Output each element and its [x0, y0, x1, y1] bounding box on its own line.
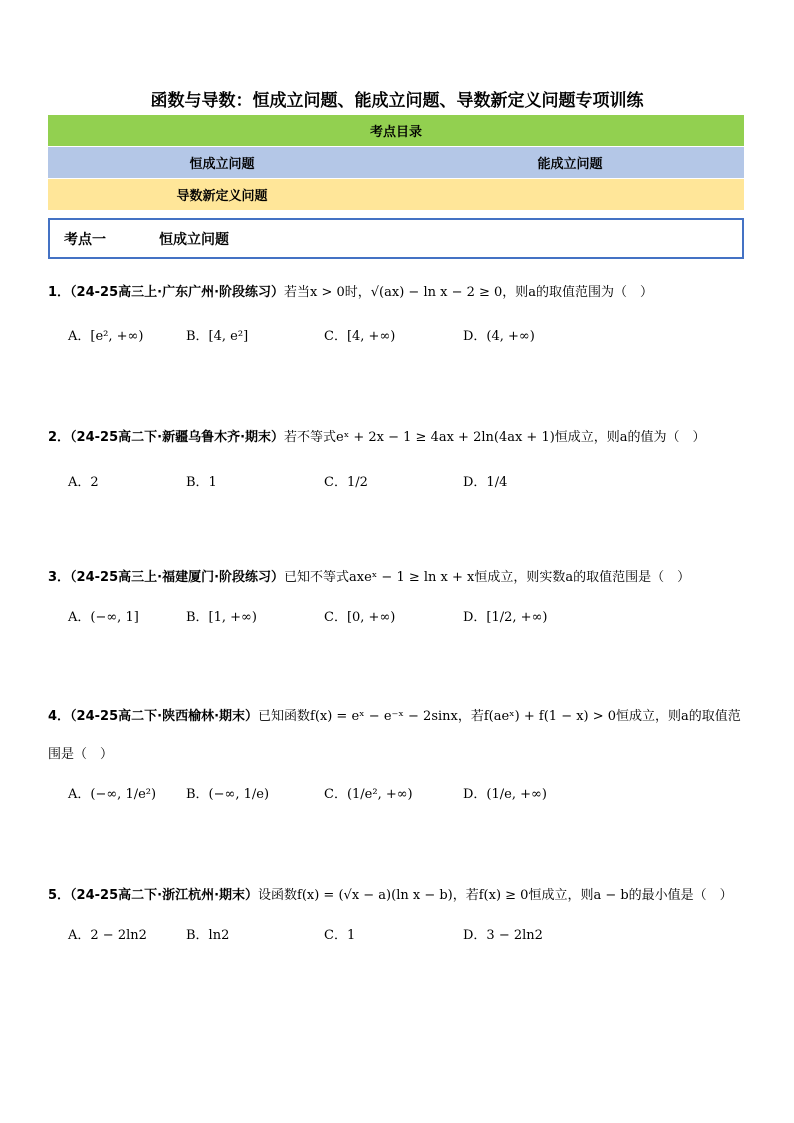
question-stem: 若当x > 0时，√(ax) − ln x − 2 ≥ 0，则a的取值范围为（ ）: [284, 285, 654, 300]
toc-table: [48, 115, 744, 211]
question-4: [48, 707, 748, 727]
toc-item-2[interactable]: 能成立问题: [537, 157, 603, 172]
option-c[interactable]: C．(1/e², +∞): [324, 786, 413, 802]
question-stem: 已知函数f(x) = eˣ − e⁻ˣ − 2sinx，若f(aeˣ) + f(1 − x) > 0恒成立，则a的取值范: [258, 709, 741, 724]
question-source: （24-25高二下·陕西榆林·期末）: [70, 709, 259, 724]
option-d[interactable]: D．(4, +∞): [463, 328, 535, 344]
option-d[interactable]: D．[1/2, +∞): [463, 609, 548, 625]
option-a[interactable]: A．(−∞, 1]: [68, 609, 139, 625]
question-source: （24-25高三上·广东广州·阶段练习）: [70, 285, 285, 300]
option-d[interactable]: D．(1/e, +∞): [463, 786, 547, 802]
option-b[interactable]: B．ln2: [186, 927, 230, 943]
toc-row-2: [48, 179, 744, 211]
option-a[interactable]: A．2 − 2ln2: [68, 927, 147, 943]
option-d[interactable]: D．3 − 2ln2: [463, 927, 543, 943]
option-c[interactable]: C．[0, +∞): [324, 609, 396, 625]
question-stem: 若不等式eˣ + 2x − 1 ≥ 4ax + 2ln(4ax + 1)恒成立，则a的值为（ ）: [284, 430, 706, 445]
toc-row-1: [48, 147, 744, 179]
options-4: [68, 775, 748, 809]
toc-header-label: 考点目录: [369, 125, 422, 140]
question-2: [48, 428, 748, 448]
section-name: 恒成立问题: [159, 231, 229, 248]
question-stem: 设函数f(x) = (√x − a)(ln x − b)，若f(x) ≥ 0恒成立，则a − b的最小值是（ ）: [258, 888, 733, 903]
options-1: [68, 317, 748, 351]
question-number: 1．: [48, 285, 71, 300]
question-number: 3．: [48, 570, 71, 585]
question-3: [48, 568, 748, 588]
question-source: （24-25高二下·浙江杭州·期末）: [70, 888, 259, 903]
question-number: 4．: [48, 709, 71, 724]
option-b[interactable]: B．1: [186, 474, 217, 490]
option-a[interactable]: A．(−∞, 1/e²): [68, 786, 157, 802]
question-4-line-2: [48, 745, 748, 765]
option-c[interactable]: C．[4, +∞): [324, 328, 396, 344]
section-number: 考点一: [64, 231, 106, 248]
option-c[interactable]: C．1: [324, 927, 356, 943]
option-a[interactable]: A．[e², +∞): [68, 328, 144, 344]
question-source: （24-25高三上·福建厦门·阶段练习）: [70, 570, 285, 585]
section-header: [48, 218, 744, 259]
option-a[interactable]: A．2: [68, 474, 99, 490]
question-number: 2．: [48, 430, 71, 445]
option-c[interactable]: C．1/2: [324, 474, 368, 490]
options-5: [68, 916, 748, 950]
option-b[interactable]: B．(−∞, 1/e): [186, 786, 270, 802]
options-3: [68, 598, 748, 632]
page-title: 函数与导数：恒成立问题、能成立问题、导数新定义问题专项训练: [150, 91, 644, 111]
toc-header: [48, 115, 744, 147]
question-source: （24-25高二下·新疆乌鲁木齐·期末）: [70, 430, 285, 445]
question-1: [48, 283, 748, 303]
toc-item-1[interactable]: 恒成立问题: [189, 157, 255, 172]
question-5: [48, 886, 748, 906]
question-stem-continued: 围是（ ）: [48, 747, 114, 762]
toc-item-3[interactable]: 导数新定义问题: [176, 189, 268, 204]
options-2: [68, 463, 748, 497]
option-d[interactable]: D．1/4: [463, 474, 508, 490]
option-b[interactable]: B．[1, +∞): [186, 609, 257, 625]
option-b[interactable]: B．[4, e²]: [186, 328, 249, 344]
question-number: 5．: [48, 888, 71, 903]
question-stem: 已知不等式axeˣ − 1 ≥ ln x + x恒成立，则实数a的取值范围是（ ）: [284, 570, 691, 585]
